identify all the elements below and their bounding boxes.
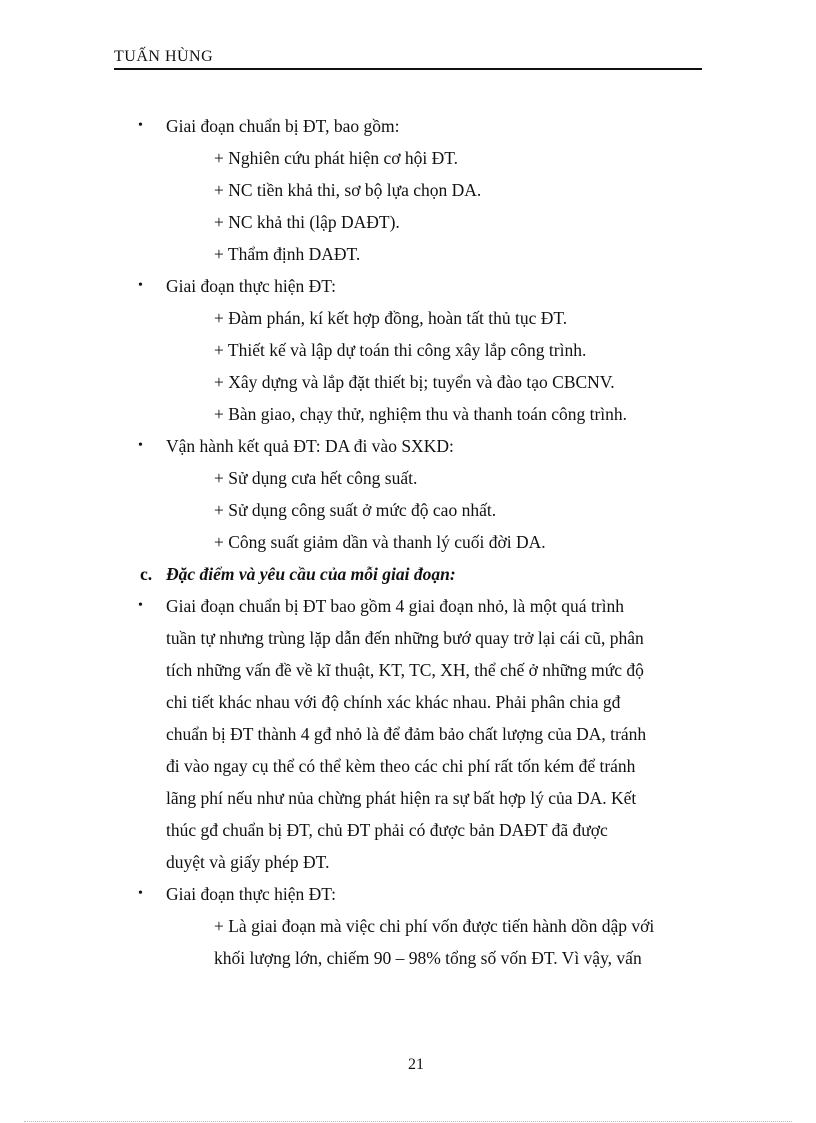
list-item: + Thẩm định DAĐT. bbox=[214, 244, 361, 264]
list-item: + Sử dụng công suất ở mức độ cao nhất. bbox=[214, 500, 497, 520]
list-item: + Đàm phán, kí kết hợp đồng, hoàn tất thủ tục ĐT. bbox=[214, 308, 568, 328]
paragraph-line: tuần tự nhưng trùng lặp dẫn đến những bướ quay trở lại cái cũ, phân bbox=[166, 628, 644, 648]
bullet-icon: • bbox=[138, 438, 143, 453]
section-heading: Vận hành kết quả ĐT: DA đi vào SXKD: bbox=[166, 436, 454, 456]
paragraph-line: + Là giai đoạn mà việc chi phí vốn được tiến hành dồn dập với bbox=[214, 916, 655, 936]
paragraph-line: thúc gđ chuẩn bị ĐT, chủ ĐT phải có được bản DAĐT đã được bbox=[166, 820, 608, 840]
bullet-icon: • bbox=[138, 118, 143, 133]
bullet-icon: • bbox=[138, 886, 143, 901]
paragraph-line: Giai đoạn chuẩn bị ĐT bao gồm 4 giai đoạn nhỏ, là một quá trình bbox=[166, 596, 624, 616]
list-item: + Nghiên cứu phát hiện cơ hội ĐT. bbox=[214, 148, 459, 168]
paragraph-line: khối lượng lớn, chiếm 90 – 98% tổng số vốn ĐT. Vì vậy, vấn bbox=[214, 948, 642, 968]
page-bottom-divider bbox=[24, 1121, 792, 1122]
list-item: + Sử dụng cưa hết công suất. bbox=[214, 468, 418, 488]
list-item: + NC tiền khả thi, sơ bộ lựa chọn DA. bbox=[214, 180, 482, 200]
header-title: TUẤN HÙNG bbox=[114, 48, 214, 65]
list-item: + Thiết kế và lập dự toán thi công xây lắp công trình. bbox=[214, 340, 587, 360]
list-item: + Bàn giao, chạy thử, nghiệm thu và thanh toán công trình. bbox=[214, 404, 628, 424]
paragraph-line: chuẩn bị ĐT thành 4 gđ nhỏ là để đảm bảo chất lượng của DA, tránh bbox=[166, 724, 647, 744]
section-label: c. bbox=[140, 564, 153, 584]
paragraph-line: đi vào ngay cụ thể có thể kèm theo các chi phí rất tốn kém để tránh bbox=[166, 756, 636, 776]
paragraph-line: tích những vấn đề về kĩ thuật, KT, TC, XH, thể chế ở những mức độ bbox=[166, 660, 644, 680]
section-heading: Giai đoạn thực hiện ĐT: bbox=[166, 884, 336, 904]
paragraph-line: duyệt và giấy phép ĐT. bbox=[166, 852, 330, 872]
section-heading: Giai đoạn thực hiện ĐT: bbox=[166, 276, 336, 296]
page-number: 21 bbox=[408, 1056, 424, 1073]
bullet-icon: • bbox=[138, 278, 143, 293]
page-header bbox=[114, 48, 702, 70]
paragraph-line: chi tiết khác nhau với độ chính xác khác nhau. Phải phân chia gđ bbox=[166, 692, 621, 712]
list-item: + Xây dựng và lắp đặt thiết bị; tuyển và đào tạo CBCNV. bbox=[214, 372, 615, 392]
paragraph-line: lãng phí nếu như nủa chừng phát hiện ra sự bất hợp lý của DA. Kết bbox=[166, 788, 637, 808]
list-item: + Công suất giảm dần và thanh lý cuối đời DA. bbox=[214, 532, 546, 552]
section-heading: Giai đoạn chuẩn bị ĐT, bao gồm: bbox=[166, 116, 400, 136]
section-title: Đặc điểm và yêu cầu của mỗi giai đoạn: bbox=[166, 564, 456, 584]
bullet-icon: • bbox=[138, 598, 143, 613]
list-item: + NC khả thi (lập DAĐT). bbox=[214, 212, 400, 232]
